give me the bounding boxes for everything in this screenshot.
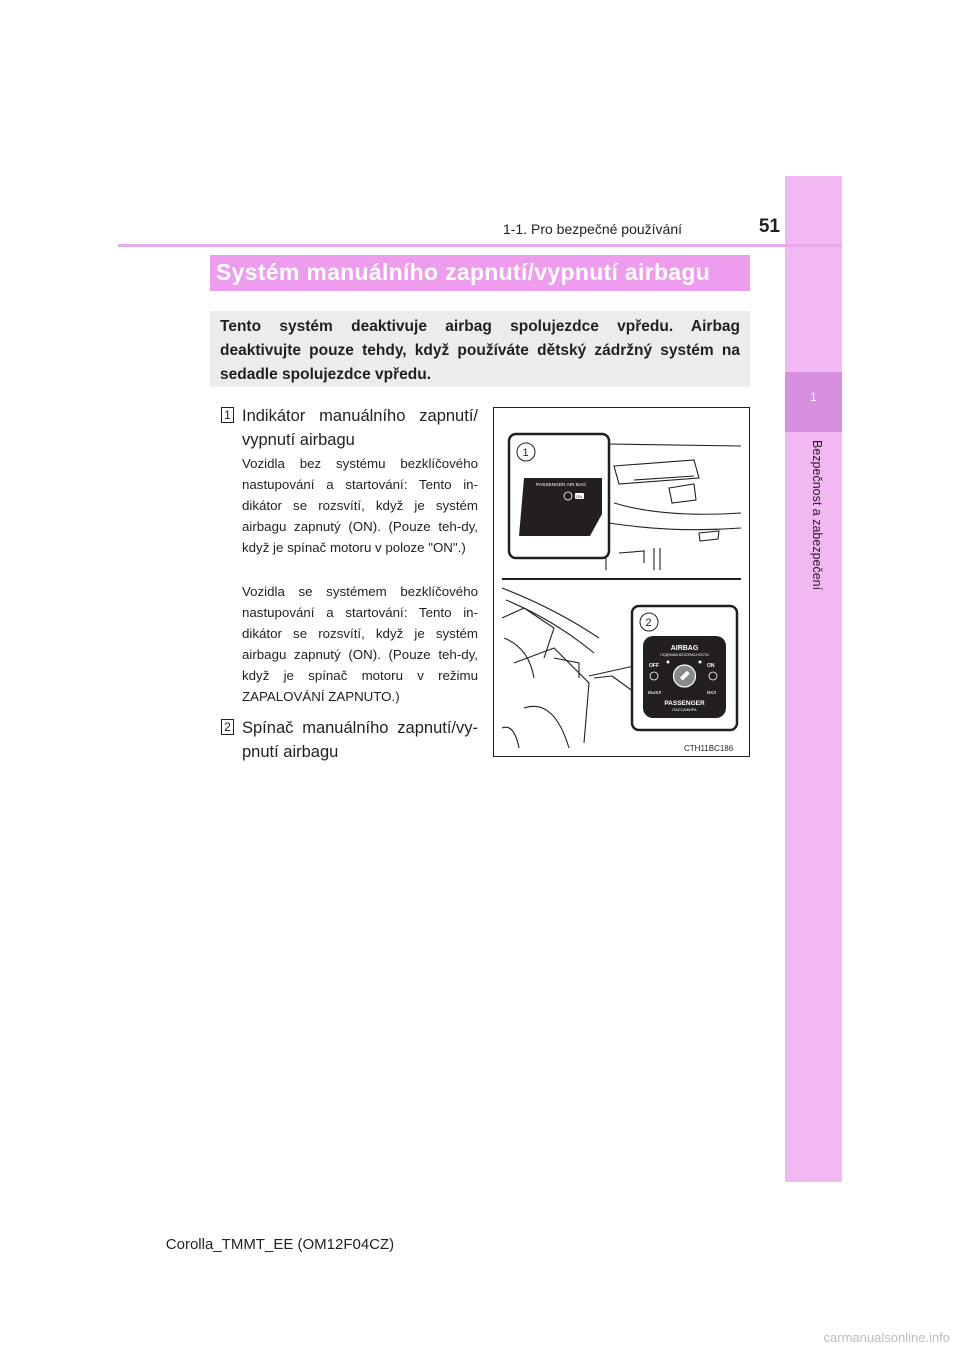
watermark: carmanualsonline.info bbox=[823, 1330, 950, 1345]
callout-2-number: 2 bbox=[645, 617, 652, 629]
intro-text: Tento systém deaktivuje airbag spolujezdce vpředu. Airbag deaktivujte pouze tehdy, když používáte dětský zádržný systém na sedadle spolujezdce vpředu. bbox=[220, 318, 740, 383]
switch-title-ru: ПОДУШКА БЕЗОПАСНОСТИ bbox=[660, 653, 709, 657]
item-1-desc-1: Vozidla bez systému bezklíčového nastupování a startování: Tento in-dikátor se rozsvítí, když je systém airbagu zapnutý (ON). (Pouze teh-dy, když je spínač motoru v poloze "ON".) bbox=[242, 456, 478, 555]
item-2-number: 2 bbox=[221, 719, 234, 735]
switch-off: OFF bbox=[649, 663, 659, 669]
chapter-number: 1 bbox=[810, 390, 817, 404]
switch-off-ru: ВЫКЛ bbox=[648, 691, 662, 696]
item-1-title: Indikátor manuálního zapnutí/ vypnutí airbagu bbox=[242, 407, 478, 449]
switch-passenger-ru: ПАССАЖИРА bbox=[672, 708, 697, 712]
indicator-label: PASSENGER AIR BAG bbox=[536, 483, 587, 488]
page-title: Systém manuálního zapnutí/vypnutí airbagu bbox=[216, 259, 711, 285]
switch-passenger: PASSENGER bbox=[664, 700, 705, 707]
figure-code: CTH11BC186 bbox=[684, 744, 734, 753]
chapter-tab bbox=[785, 176, 842, 1182]
item-2-title: Spínač manuálního zapnutí/vy-pnutí airbagu bbox=[242, 719, 478, 761]
indicator-on: ON bbox=[576, 494, 582, 499]
dashboard-illustration bbox=[494, 408, 750, 757]
section-title: 1-1. Pro bezpečné používání bbox=[502, 221, 682, 237]
item-1-desc-2: Vozidla se systémem bezklíčového nastupování a startování: Tento in-dikátor se rozsvítí, když je systém airbagu zapnutý (ON). (Pouze teh-dy, když je spínač motoru v režimu ZAPALOVÁNÍ ZAPNUTO.) bbox=[242, 584, 478, 704]
chapter-label: Bezpečnost a zabezpečení bbox=[810, 440, 824, 591]
switch-on-ru: ВКЛ bbox=[707, 691, 717, 696]
switch-on: ON bbox=[707, 663, 715, 669]
callout-1-number: 1 bbox=[522, 447, 529, 459]
airbag-figure bbox=[493, 407, 750, 757]
page-number: 51 bbox=[758, 216, 780, 237]
footer-model: Corolla_TMMT_EE (OM12F04CZ) bbox=[165, 1236, 395, 1253]
item-1-number: 1 bbox=[221, 407, 234, 423]
switch-title: AIRBAG bbox=[670, 645, 699, 652]
header-divider bbox=[118, 244, 842, 247]
